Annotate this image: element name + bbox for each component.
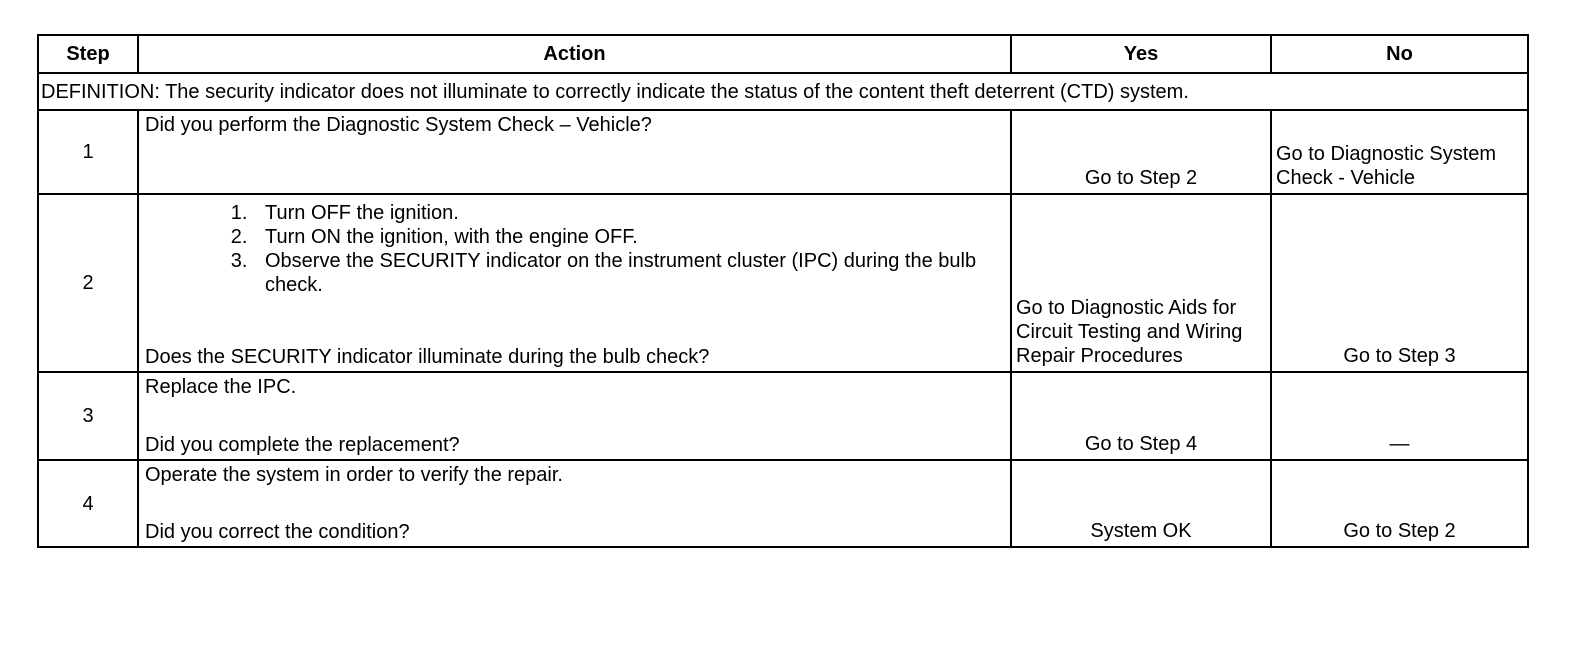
step-number: 4	[38, 460, 138, 547]
action-cell	[138, 372, 1011, 460]
header-action: Action	[138, 35, 1011, 73]
header-yes: Yes	[1011, 35, 1271, 73]
action-text: Operate the system in order to verify the repair.	[145, 464, 563, 486]
no-cell: —	[1271, 372, 1528, 460]
table-row	[38, 110, 1528, 194]
no-cell: Go to Step 2	[1271, 460, 1528, 547]
question-text: Did you correct the condition?	[145, 521, 410, 543]
header-row	[38, 35, 1528, 73]
header-step: Step	[38, 35, 138, 73]
action-cell	[138, 194, 1011, 372]
table-row	[38, 460, 1528, 547]
action-text: Did you perform the Diagnostic System Check – Vehicle?	[145, 114, 652, 136]
definition-text: DEFINITION: The security indicator does not illuminate to correctly indicate the status of the content theft deterrent (CTD) system.	[38, 73, 1528, 110]
substep-item: 2. Turn ON the ignition, with the engine OFF.	[253, 225, 1006, 249]
action-content	[145, 375, 1006, 457]
action-cell	[138, 460, 1011, 547]
action-cell	[138, 110, 1011, 194]
diagnostic-table-container	[37, 34, 1527, 548]
action-content	[145, 197, 1006, 369]
diagnostic-table	[37, 34, 1529, 548]
step-number: 3	[38, 372, 138, 460]
action-text: Replace the IPC.	[145, 376, 297, 398]
header-no: No	[1271, 35, 1528, 73]
yes-cell: Go to Step 4	[1011, 372, 1271, 460]
question-text: Did you complete the replacement?	[145, 434, 460, 456]
definition-row	[38, 73, 1528, 110]
table-row	[38, 194, 1528, 372]
yes-cell: Go to Diagnostic Aids for Circuit Testing and Wiring Repair Procedures	[1011, 194, 1271, 372]
yes-cell: System OK	[1011, 460, 1271, 547]
yes-cell: Go to Step 2	[1011, 110, 1271, 194]
no-cell: Go to Diagnostic System Check - Vehicle	[1271, 110, 1528, 194]
action-content	[145, 463, 1006, 544]
substep-item: 1. Turn OFF the ignition.	[253, 201, 1006, 225]
step-number: 2	[38, 194, 138, 372]
step-number: 1	[38, 110, 138, 194]
substep-item: 3. Observe the SECURITY indicator on the instrument cluster (IPC) during the bulb check.	[253, 249, 1006, 297]
table-row	[38, 372, 1528, 460]
substep-list	[145, 201, 1006, 297]
no-cell: Go to Step 3	[1271, 194, 1528, 372]
question-text: Does the SECURITY indicator illuminate during the bulb check?	[145, 346, 710, 368]
